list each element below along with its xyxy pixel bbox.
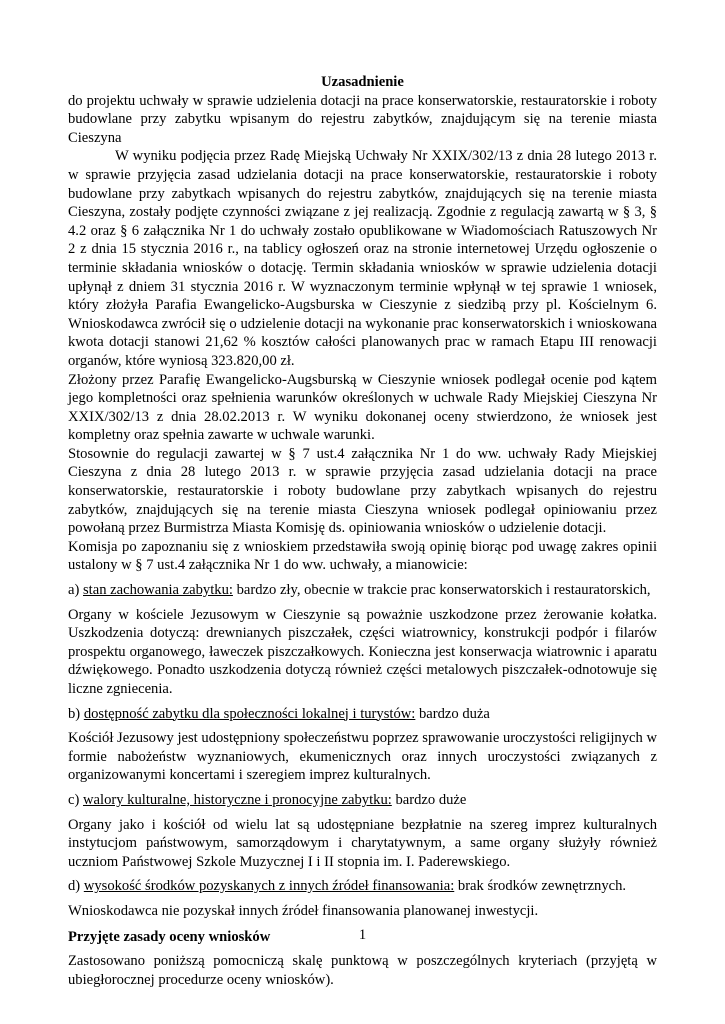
criterion-d-label: wysokość środków pozyskanych z innych źródeł finansowania: bbox=[83, 878, 455, 895]
criterion-c bbox=[68, 791, 657, 810]
criterion-c-prefix: c) bbox=[68, 791, 83, 808]
document-title: Uzasadnienie bbox=[321, 74, 404, 90]
criterion-a-value: bardzo zły, obecnie w trakcie prac konserwatorskich i restauratorskich, bbox=[232, 582, 651, 599]
document-subtitle: do projektu uchwały w sprawie udzielenia dotacji na prace konserwatorskie, restauratorskie i roboty budowlane przy zabytku wpisanym do rejestru zabytków, znajdującym się na terenie miasta Cieszyna bbox=[68, 92, 657, 146]
criterion-a-description: Organy w kościele Jezusowym w Cieszynie są poważnie uszkodzone przez żerowanie kołatka. Uszkodzenia dotyczą: drewnianych piszczałek, części wiatrownicy, konstrukcji podpór i filarów prospektu organowego, ławeczek piszczałkowych. Konieczna jest konserwacja wiatrownic i aparatu dźwiękowego. Ponadto uszkodzenia dotyczą również części metalowych piszczałek-odnotowuje się liczne zgniecenia. bbox=[68, 606, 657, 697]
criterion-c-value: bardzo duże bbox=[391, 791, 467, 808]
paragraph-commission: Komisja po zapoznaniu się z wnioskiem przedstawiła swoją opinię biorąc pod uwagę zakres opinii ustalony w § 7 ust.4 załącznika Nr 1 do ww. uchwały, a mianowicie: bbox=[68, 538, 657, 574]
criterion-b-description: Kościół Jezusowy jest udostępniony społeczeństwu poprzez sprawowanie uroczystości religijnych w formie nabożeństw wyznaniowych, ekumenicznych oraz innych uroczystości związanych z organizowanymi koncertami i szeregiem imprez kulturalnych. bbox=[68, 730, 657, 784]
page-number: 1 bbox=[358, 927, 367, 943]
criterion-d bbox=[68, 877, 657, 896]
criterion-c-description: Organy jako i kościół od wielu lat są udostępniane bezpłatnie na szereg imprez kulturalnych instytucjom państwowym, samorządowym i charytatywnym, a same organy służyły również uczniom Państwowej Szkole Muzycznej I i II stopnia im. I. Paderewskiego. bbox=[68, 816, 657, 870]
criterion-d-prefix: d) bbox=[68, 878, 84, 895]
criterion-a-prefix: a) bbox=[68, 582, 83, 599]
criterion-c-label: walory kulturalne, historyczne i pronocyjne zabytku: bbox=[83, 791, 392, 808]
criterion-b-value: bardzo duża bbox=[415, 705, 490, 722]
paragraph-regulation: Stosownie do regulacji zawartej w § 7 ust.4 załącznika Nr 1 do ww. uchwały Rady Miejskiej Cieszyna z dnia 28 lutego 2013 r. w sprawie przyjęcia zasad udzielania dotacji na prace konserwatorskie, restauratorskie i roboty budowlane przy zabytkach wpisanych do rejestru zabytków, znajdujących się na terenie miasta Cieszyna wniosek podlegał opiniowaniu przez powołaną przez Burmistrza Miasta Komisję ds. opiniowania wniosków o udzielenie dotacji. bbox=[68, 445, 657, 537]
criterion-b-prefix: b) bbox=[68, 705, 84, 722]
criterion-b-label: dostępność zabytku dla społeczności lokalnej i turystów: bbox=[83, 705, 416, 722]
criterion-a-label: stan zachowania zabytku: bbox=[83, 582, 233, 599]
criterion-b bbox=[68, 705, 657, 724]
criterion-a bbox=[68, 581, 657, 600]
criterion-d-description: Wnioskodawca nie pozyskał innych źródeł finansowania planowanej inwestycji. bbox=[68, 902, 539, 919]
document-body bbox=[68, 73, 657, 989]
paragraph-intro: W wyniku podjęcia przez Radę Miejską Uchwały Nr XXIX/302/13 z dnia 28 lutego 2013 r. w sprawie przyjęcia zasad udzielania dotacji na prace konserwatorskie, restauratorskie i roboty budowlane przy zabytkach wpisanych do rejestru zabytków, znajdujących się na terenie miasta Cieszyna, zostały podjęte czynności związane z jej realizacją. Zgodnie z regulacją zawartą w § 3, § 4.2 oraz § 6 załącznika Nr 1 do uchwały zostało opublikowane w Wiadomościach Ratuszowych Nr 2 z dnia 15 stycznia 2016 r., na tablicy ogłoszeń oraz na stronie internetowej Urzędu ogłoszenie o terminie składania wniosków o dotację. Termin składania wniosków w sprawie udzielenia dotacji upłynął z dniem 31 stycznia 2016 r. W wyznaczonym terminie wpłynął w tej sprawie 1 wniosek, który złożyła Parafia Ewangelicko-Augsburska w Cieszynie z siedzibą przy pl. Kościelnym 6. Wnioskodawca zwrócił się o udzielenie dotacji na wykonanie prac konserwatorskich i wnioskowana kwota dotacji stanowi 21,62 % kosztów całości planowanych prac w ramach Etapu III renowacji organów, które wyniosą 323.820,00 zł. bbox=[68, 148, 657, 369]
paragraph-final: Zastosowano poniższą pomocniczą skalę punktową w poszczególnych kryteriach (przyjętą w ubiegłorocznej procedurze oceny wniosków). bbox=[68, 953, 657, 988]
section-heading: Przyjęte zasady oceny wniosków bbox=[68, 928, 271, 945]
criterion-d-value: brak środków zewnętrznych. bbox=[454, 878, 627, 895]
paragraph-assessment: Złożony przez Parafię Ewangelicko-Augsburską w Cieszynie wniosek podlegał ocenie pod kątem jego kompletności oraz spełnienia warunków określonych w uchwale Rady Miejskiej Cieszyna Nr XXIX/302/13 z dnia 28.02.2013 r. W wyniku dokonanej oceny stwierdzono, że wniosek jest kompletny oraz spełnia zawarte w uchwale warunki. bbox=[68, 371, 657, 444]
